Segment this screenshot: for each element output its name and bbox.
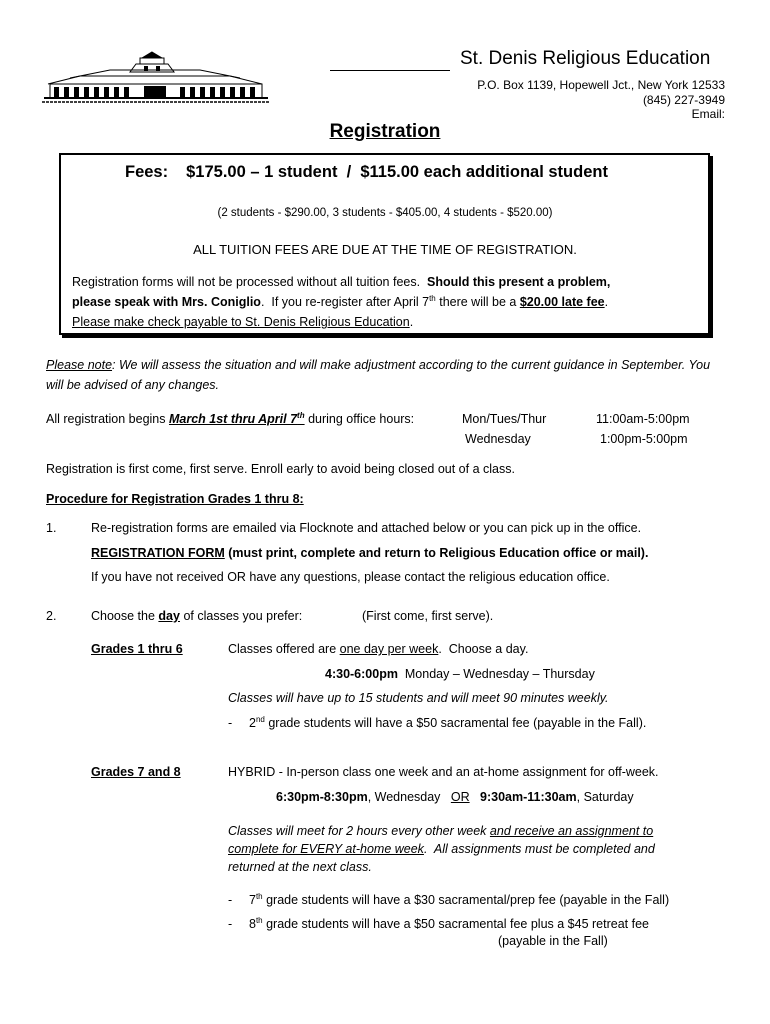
- procedure-heading: Procedure for Registration Grades 1 thru 8:: [46, 492, 304, 506]
- contact-office-note: If you have not received OR have any questions, please contact the religious education office.: [91, 570, 610, 584]
- step-1-number: 1.: [46, 521, 57, 535]
- grades-1-6-offered: Classes offered are one day per week. Choose a day.: [228, 642, 529, 656]
- step-2-note: (First come, first serve).: [362, 609, 494, 623]
- guidance-note: [46, 355, 726, 395]
- office-time-2: 1:00pm-5:00pm: [600, 432, 688, 446]
- late-fee: $20.00 late fee: [519, 295, 605, 309]
- grade-2-fee: 2nd grade students will have a $50 sacramental fee (payable in the Fall).: [249, 714, 647, 730]
- office-time-1: 11:00am-5:00pm: [596, 412, 690, 426]
- registration-dates: All registration begins March 1st thru April 7th during office hours:: [46, 410, 415, 426]
- grades-7-8-label: Grades 7 and 8: [91, 765, 181, 779]
- church-building-logo: [40, 48, 270, 106]
- page-title: Registration: [329, 121, 441, 142]
- header-rule: [330, 70, 450, 71]
- registration-form-label: REGISTRATION FORM: [91, 546, 225, 560]
- org-name: St. Denis Religious Education: [460, 48, 711, 69]
- office-day-1: Mon/Tues/Thur: [462, 412, 547, 426]
- email-label: Email:: [691, 107, 725, 121]
- note-label: Please note: [46, 358, 113, 372]
- step-2-text: Choose the day of classes you prefer:: [91, 609, 303, 623]
- address: P.O. Box 1139, Hopewell Jct., New York 12533: [477, 78, 725, 92]
- step-2-number: 2.: [46, 609, 57, 623]
- fees-policy: Registration forms will not be processed without all tuition fees. Should this present a problem, please speak with Mrs. Coniglio. If you re-register after April 7th there will be a $20.00 late fee. Please make check payable to St. Denis Religious Education.: [72, 275, 611, 329]
- grades-7-8-meeting-note: Classes will meet for 2 hours every other week and receive an assignment to complete for EVERY at-home week. All assignments must be completed and returned at the next class.: [228, 824, 655, 874]
- grades-1-6-fee-dash: -: [228, 716, 233, 730]
- grade-7-fee: 7th grade students will have a $30 sacramental/prep fee (payable in the Fall): [249, 891, 670, 907]
- grade-8-fee-dash: -: [228, 917, 233, 931]
- fees-value: $175.00 – 1 student / $115.00 each additional student: [186, 163, 608, 181]
- grades-1-6-schedule: 4:30-6:00pm Monday – Wednesday – Thursday: [325, 667, 595, 681]
- fees-detail: (2 students - $290.00, 3 students - $405.00, 4 students - $520.00): [217, 207, 553, 219]
- registration-date-range: March 1st thru April 7th: [168, 410, 305, 426]
- fees-label: Fees:: [125, 163, 169, 181]
- grade-8-fee: 8th grade students will have a $50 sacramental fee plus a $45 retreat fee: [249, 915, 649, 931]
- phone: (845) 227-3949: [642, 92, 725, 107]
- grade-8-fee-payable: (payable in the Fall): [498, 934, 608, 948]
- grades-1-6-class-size: Classes will have up to 15 students and will meet 90 minutes weekly.: [228, 691, 609, 705]
- contact-block: [477, 78, 725, 122]
- grades-1-6-label: Grades 1 thru 6: [91, 642, 183, 656]
- note-text: : We will assess the situation and will make adjustment according to the current guidance in September. You will be advised of any changes.: [46, 358, 711, 392]
- grades-7-8-schedule: 6:30pm-8:30pm, Wednesday OR 9:30am-11:30am, Saturday: [276, 790, 634, 804]
- grade-7-fee-dash: -: [228, 893, 233, 907]
- fees-line: [125, 163, 608, 182]
- check-payable-note: Please make check payable to St. Denis Religious Education: [72, 315, 410, 329]
- grades-7-8-hybrid: HYBRID - In-person class one week and an at-home assignment for off-week.: [228, 765, 659, 779]
- tuition-notice: ALL TUITION FEES ARE DUE AT THE TIME OF REGISTRATION.: [193, 242, 577, 257]
- office-day-2: Wednesday: [465, 432, 531, 446]
- first-come-note: Registration is first come, first serve. Enroll early to avoid being closed out of a class.: [46, 462, 515, 476]
- registration-form-line: REGISTRATION FORM (must print, complete and return to Religious Education office or mail).: [91, 546, 649, 560]
- step-1-text: Re-registration forms are emailed via Flocknote and attached below or you can pick up in the office.: [91, 521, 642, 535]
